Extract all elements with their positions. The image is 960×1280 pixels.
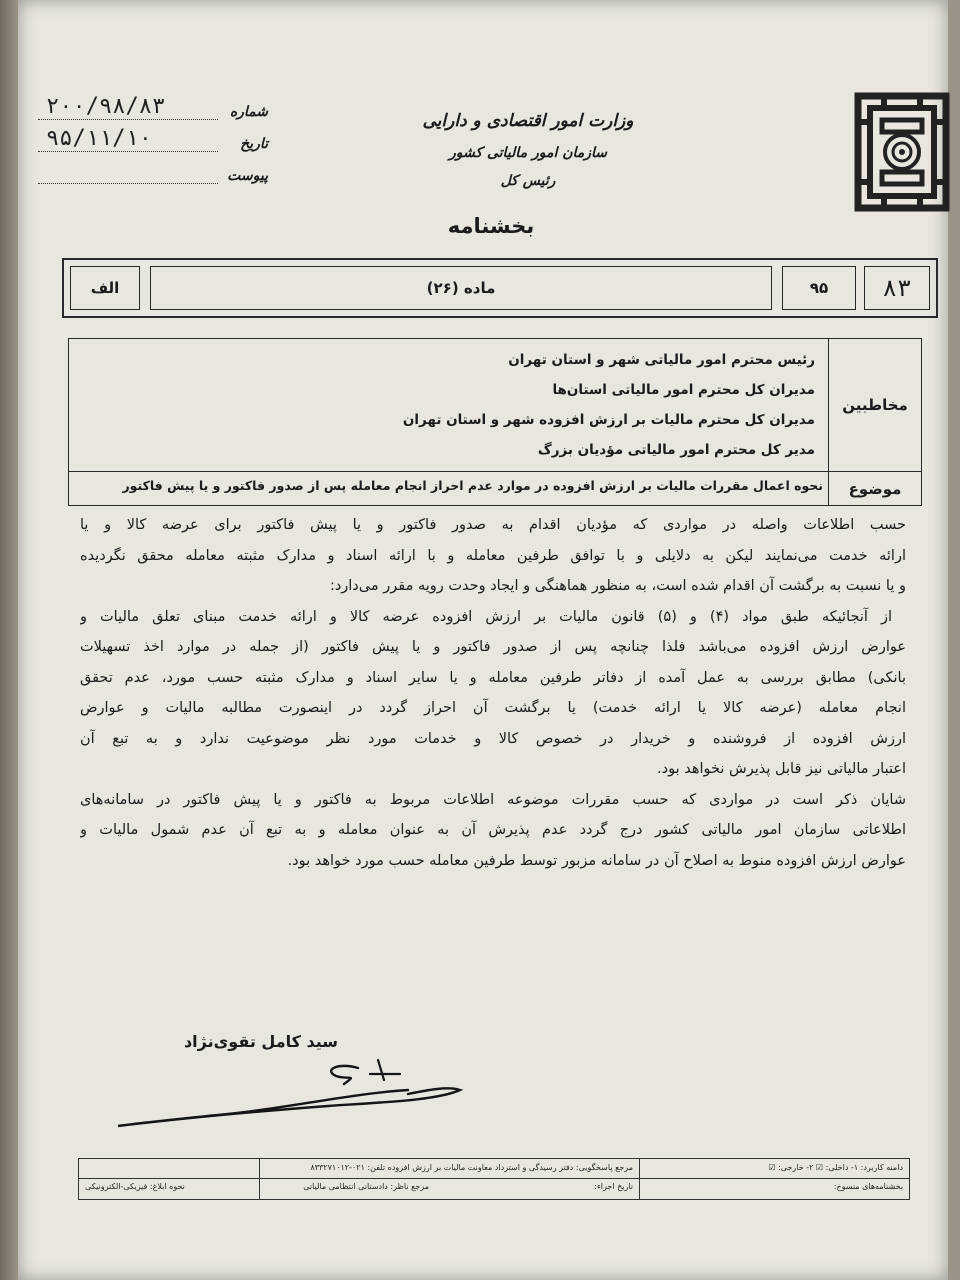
- reference-strip: [62, 258, 938, 318]
- number-value: ۲۰۰/۹۸/۸۳: [38, 95, 218, 120]
- body-line: اعتبار مالیاتی نیز قابل پذیرش نخواهد بود.: [657, 761, 906, 777]
- handwritten-signature: [108, 1050, 468, 1140]
- document-page: [18, 0, 948, 1280]
- page-shadow-edge: [0, 0, 18, 1280]
- body-line: اطلاعاتی سازمان امور مالیاتی کشور درج گردد عدم پذیرش آن به عنوان معامله و به تبع آن عدم شمول مالیات و: [80, 822, 906, 838]
- signer-name: سید کامل تقوی‌نژاد: [183, 1032, 338, 1051]
- issuer-role: رئیس کل: [500, 173, 556, 189]
- circular-body: [80, 510, 906, 876]
- attachment-label: پیوست: [227, 168, 268, 184]
- supervising-authority: مرجع ناظر: دادستانی انتظامی مالیاتی: [303, 1182, 429, 1191]
- circular-year: ۹۵: [782, 266, 856, 310]
- category-code: الف: [70, 266, 140, 310]
- revoked-circulars: بخشنامه‌های منسوخ:: [833, 1182, 903, 1191]
- ministry-name: وزارت امور اقتصادی و دارایی: [422, 111, 634, 131]
- body-line: از آنجائیکه طبق مواد (۴) و (۵) قانون مالیات بر ارزش افزوده عرضه کالا و ارائه خدمت مبنای تعلق مالیات و: [80, 608, 892, 625]
- document-type-title: بخشنامه: [447, 214, 535, 238]
- subject-text: نحوه اعمال مقررات مالیات بر ارزش افزوده در موارد عدم احراز انجام معامله پس از صدور فاکتور و یا پیش فاکتور: [122, 478, 823, 493]
- body-line: عوارض ارزش افزوده منوط به اصلاح آن در سامانه مزبور توسط طرفین معامله حسب مورد خواهد بود.: [287, 852, 906, 869]
- body-line: شایان ذکر است در مواردی که حسب مقررات موضوعه اطلاعات مربوط به فاکتور و یا پیش فاکتور در سامانه‌های: [80, 791, 906, 808]
- attachment-value: [38, 183, 218, 184]
- subject-label: موضوع: [828, 472, 921, 505]
- body-line: ارائه خدمت می‌نمایند لیکن به دلایلی و با توافق طرفین معامله و با ارائه اسناد و مدارک مثبته معامله محقق نگردیده: [80, 547, 906, 564]
- recipients-list: [175, 345, 815, 465]
- body-line: و یا نسبت به برگشت آن اقدام شده است، به منظور هماهنگی و ایجاد وحدت رویه مقرر می‌دارد:: [329, 578, 906, 594]
- usage-scope: دامنه کاربرد: ۱- داخلی: ☑ ۲- خارجی: ☑: [768, 1163, 903, 1172]
- responder-office: مرجع پاسخگویی: دفتر رسیدگی و استرداد معاونت مالیات بر ارزش افزوده تلفن: ۰۲۱-۸۳۳۲۷۱۰۱۲: [310, 1163, 633, 1172]
- recipient-item: رئیس محترم امور مالیاتی شهر و استان تهران: [508, 352, 815, 368]
- effective-date: تاریخ اجراء:: [594, 1182, 633, 1191]
- date-value: ۹۵/۱۱/۱۰: [38, 127, 218, 152]
- date-label: تاریخ: [240, 136, 268, 152]
- recipient-item: مدیر کل محترم امور مالیاتی مؤدیان بزرگ: [537, 442, 815, 458]
- article-reference: ماده (۲۶): [150, 266, 772, 310]
- document-footer: [78, 1158, 910, 1200]
- footer-divider: [639, 1159, 640, 1199]
- organization-name: سازمان امور مالیاتی کشور: [448, 145, 608, 161]
- body-line: حسب اطلاعات واصله در مواردی که مؤدیان اقدام به صدور فاکتور و یا پیش فاکتور برای عرضه کالا و یا: [80, 517, 906, 533]
- recipients-label: مخاطبین: [828, 339, 921, 471]
- recipient-item: مدیران کل محترم امور مالیاتی استان‌ها: [552, 382, 815, 398]
- body-line: انجام معامله (عرضه کالا یا ارائه خدمت) یا برگشت آن احراز گردد در اینصورت مطالبه مالیات و عوارض: [80, 700, 906, 716]
- body-line: ارزش افزوده از فروشنده و خریدار در خصوص کالا و خدمات مورد نظر موضوعیت ندارد و به تبع آن: [80, 730, 906, 747]
- letterhead: [398, 104, 658, 194]
- delivery-method: نحوه ابلاغ: فیزیکی-الکترونیکی: [85, 1182, 185, 1191]
- footer-row-divider: [79, 1178, 909, 1179]
- document-meta: [38, 88, 268, 184]
- subject-row: [69, 471, 921, 505]
- footer-divider: [259, 1159, 260, 1199]
- number-row: [38, 88, 268, 120]
- body-line: عوارض ارزش افزوده می‌باشد فلذا چنانچه پس از صدور فاکتور و یا پیش فاکتور (از جمله در موارد اخذ تسهیلات: [80, 639, 906, 655]
- circular-number: ۸۳: [864, 266, 930, 310]
- tax-organization-logo-icon: [854, 92, 950, 212]
- recipient-item: مدیران کل محترم مالیات بر ارزش افزوده شهر و استان تهران: [402, 412, 815, 428]
- number-label: شماره: [229, 104, 268, 120]
- body-line: بانکی) مطابق بررسی به عمل آمده از دفاتر طرفین معامله و یا سایر اسناد و مدارک مثبته حسب مورد، عدم تحقق: [80, 669, 906, 686]
- date-row: [38, 120, 268, 152]
- attachment-row: [38, 152, 268, 184]
- recipients-table: [68, 338, 922, 506]
